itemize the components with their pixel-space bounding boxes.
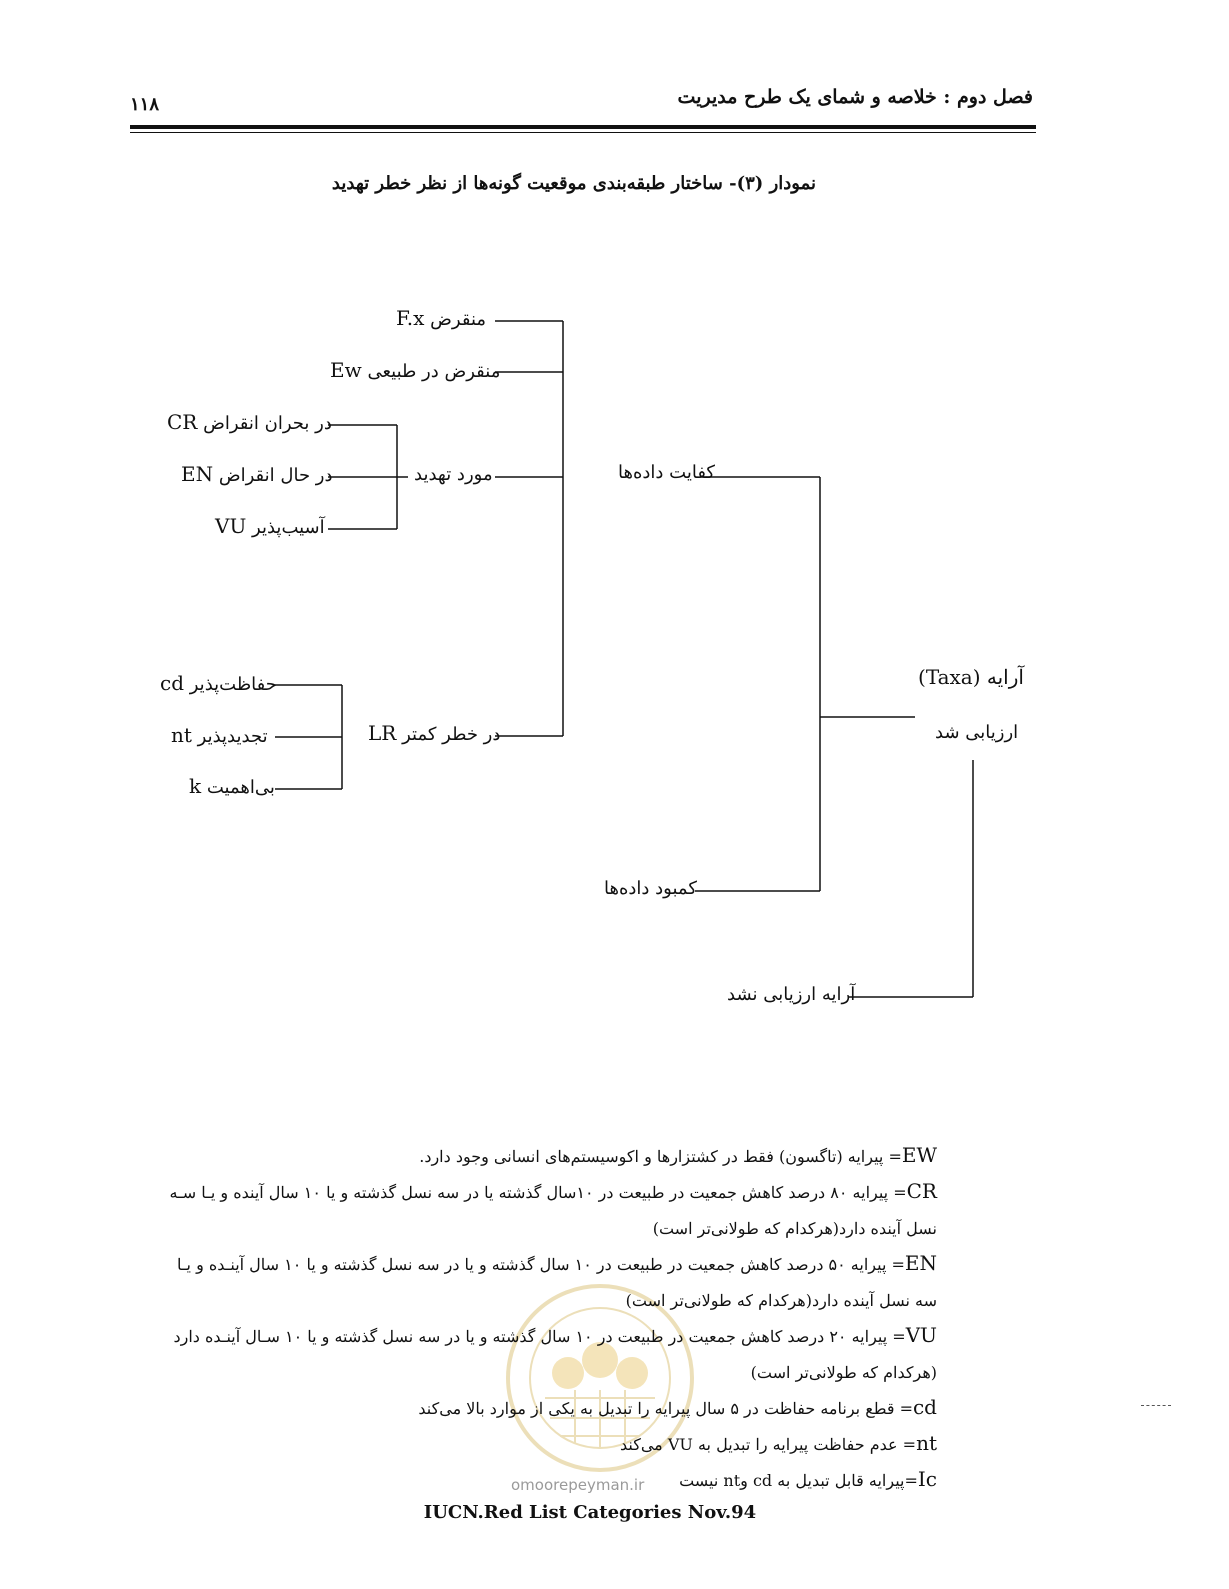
node-vulnerable [215,514,325,538]
node-lower-risk-code: LR [368,721,397,745]
node-data-deficient: کمبود داده‌ها [604,878,697,899]
node-critical-label: در بحران انقراض [203,413,332,434]
footnote-code: cd [912,1395,937,1419]
node-threatened: مورد تهدید [414,464,493,485]
footnote-line [215,1210,937,1246]
node-critical [167,410,332,434]
footnote-text: = پیرایه ۵۰ درصد کاهش جمعیت در طبیعت در ۱۰ سال گذشته و یا در سه نسل گذشته و یا ۱۰ سال آینـده و یـا [176,1255,905,1274]
node-k-label: بی‌اهمیت [206,777,275,798]
footnote-code: nt [916,1431,937,1455]
node-endangered-code: EN [181,462,214,486]
footnote-line [173,1318,937,1354]
scan-mark [1141,1405,1171,1406]
node-nt-code: nt [171,723,192,747]
footnote-code: Ic [917,1467,937,1491]
footnote-text: = پیرایه ۲۰ درصد کاهش جمعیت در طبیعت در ۱۰ سال گذشته و یا در سه نسل گذشته و یا ۱۰ سـال آینـده دارد [173,1327,906,1346]
node-root-line2: ارزیابی شد [935,722,1019,743]
node-extinct-label: منقرض [430,309,487,330]
footnotes [169,1138,937,1498]
footnote-code: CR [906,1179,937,1203]
footnote-code: VU [905,1323,937,1347]
footnote-line [169,1174,937,1210]
node-vulnerable-code: VU [215,514,247,538]
footnote-text: نسل آینده دارد(هرکدام که طولانی‌تر است) [652,1219,937,1238]
footnote-text: =پیرایه قابل تبدیل به cd وnt نیست [679,1471,918,1490]
footnote-line [215,1354,937,1390]
footnote-text: = پیرایه ۸۰ درصد کاهش جمعیت در طبیعت در ۱۰سال گذشته یا در سه نسل گذشته و یا ۱۰ سال آینده و یـا سـه [169,1183,907,1202]
node-endangered [181,462,333,486]
node-cd [160,671,277,695]
node-k [189,774,275,798]
node-data-sufficient: کفایت داده‌ها [618,462,716,483]
footnote-line [215,1426,937,1462]
footnote-text: سه نسل آینده دارد(هرکدام که طولانی‌تر است) [625,1291,937,1310]
footnote-text: (هرکدام که طولانی‌تر است) [750,1363,937,1382]
source-citation: IUCN.Red List Categories Nov.94 [423,1502,757,1523]
node-extinct-wild [330,358,500,382]
footnote-line [215,1138,937,1174]
node-extinct-wild-label: منقرض در طبیعی [367,361,501,382]
node-root-line1: آرایه (Taxa) [918,665,1024,689]
footnote-text: = قطع برنامه حفاظت در ۵ سال پیرایه را تبدیل به یکی از موارد بالا می‌کند [418,1399,913,1418]
figure-caption: نمودار (۳)- ساختار طبقه‌بندی موقعیت گونه‌ها از نظر خطر تهدید [331,173,816,194]
node-extinct [396,306,486,330]
node-critical-code: CR [167,410,198,434]
node-not-evaluated: آرایه ارزیابی نشد [727,984,856,1005]
footnote-code: EW [901,1143,937,1167]
node-vulnerable-label: آسیب‌پذیر [252,517,325,538]
footnote-code: EN [904,1251,937,1275]
node-cd-label: حفاظت‌پذیر [189,674,277,695]
watermark-url: omoorepeyman.ir [511,1476,645,1494]
node-extinct-wild-code: Ew [330,358,362,382]
node-endangered-label: در حال انقراض [218,465,333,486]
footnote-line [215,1282,937,1318]
node-nt [171,723,268,747]
node-lower-risk-label: در خطر کمتر [402,724,501,745]
footnote-text: = پیرایه (تاگسون) فقط در کشتزارها و اکوسیستم‌های انسانی وجود دارد. [419,1147,902,1166]
footnote-line [176,1246,937,1282]
node-extinct-code: F.x [396,306,425,330]
node-lower-risk [368,721,500,745]
page-number: ۱۱۸ [130,94,160,115]
node-nt-label: تجدیدپذیر [197,726,268,747]
node-cd-code: cd [160,671,185,695]
node-k-code: k [189,774,202,798]
footnote-line [215,1390,937,1426]
running-header-title: فصل دوم : خلاصه و شمای یک طرح مدیریت [677,86,1033,108]
footnote-text: = عدم حفاظت پیرایه را تبدیل به VU می‌کند [619,1435,917,1454]
